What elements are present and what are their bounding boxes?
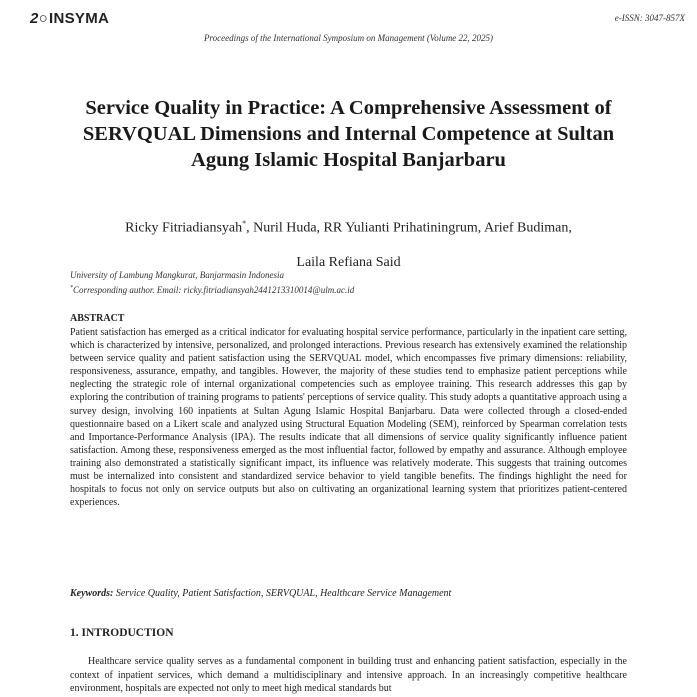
paper-title: Service Quality in Practice: A Comprehensive Assessment of SERVQUAL Dimensions and Internal Competence at Sultan Agung Islamic Hospital Banjarbaru: [82, 97, 615, 171]
insyma-logo: [30, 10, 109, 27]
affiliation-block: [70, 269, 354, 297]
affiliation: University of Lambung Mangkurat, Banjarmasin Indonesia: [70, 270, 284, 280]
first-author: Ricky Fitriadiansyah: [125, 220, 243, 236]
authors-line-2: Laila Refiana Said: [296, 254, 401, 270]
keywords-label: Keywords:: [70, 588, 114, 599]
abstract-text: Patient satisfaction has emerged as a critical indicator for evaluating hospital service performance, particularly in the inpatient care setting, which is characterized by intensive, personalized, and prolonged interactions. Previous research has extensively examined the relationship between service quality and patient satisfaction using the SERVQUAL model, which encompasses five primary dimensions: reliability, responsiveness, assurance, empathy, and tangibles. However, the majority of these studies tend to emphasize patient perceptions while neglecting the strategic role of internal organizational competencies such as employee training. This research addresses this gap by exploring the contribution of training programs to patients' perceptions of service quality. This study adopts a quantitative approach using a survey design, involving 160 inpatients at Sultan Agung Islamic Hospital Banjarbaru. Data were collected through a closed-ended questionnaire based on a Likert scale and analyzed using Structural Equation Modeling (SEM), reinforced by Spearman correlation tests and Importance-Performance Analysis (IPA). The results indicate that all dimensions of service quality significantly influence patient satisfaction. Among these, responsiveness emerged as the most influential factor, followed by empathy and assurance. Although employee training also demonstrated a statistically significant impact, its influence was relatively moderate. This suggests that training outcomes must be internalized into consistent and standardized service behavior to yield tangible benefits. The findings highlight the need for hospitals to focus not only on service outputs but also on cultivating an organizational learning system that prioritizes patient-centered experiences.: [70, 327, 627, 509]
corresponding-mark: *: [242, 219, 247, 228]
proceedings-header: Proceedings of the International Symposium on Management (Volume 22, 2025): [203, 33, 494, 43]
logo-mark-icon: 2○: [30, 10, 49, 27]
abstract-heading: ABSTRACT: [70, 313, 125, 324]
keywords-line: [70, 587, 630, 600]
corresponding-mark-2: *: [70, 285, 73, 291]
keywords-list: Service Quality, Patient Satisfaction, SERVQUAL, Healthcare Service Management: [115, 588, 452, 599]
co-authors: , Nuril Huda, RR Yulianti Prihatiningrum, Arief Budiman,: [246, 220, 572, 236]
introduction-text: Healthcare service quality serves as a fundamental component in building trust and enhancing patient satisfaction, especially in the context of inpatient services, which demand a multidisciplinary and intensive approach. In an increasingly competitive healthcare environment, hospitals are expected not only to meet high medical standards but: [70, 656, 627, 695]
issn-number: e-ISSN: 3047-857X: [614, 13, 685, 23]
authors-line-1: [40, 207, 657, 246]
section-heading-introduction: 1. INTRODUCTION: [70, 627, 174, 639]
logo-text: INSYMA: [49, 10, 110, 27]
corresponding-author: *Corresponding author. Email: ricky.fitriadiansyah2441213310014@ulm.ac.id: [70, 285, 355, 295]
